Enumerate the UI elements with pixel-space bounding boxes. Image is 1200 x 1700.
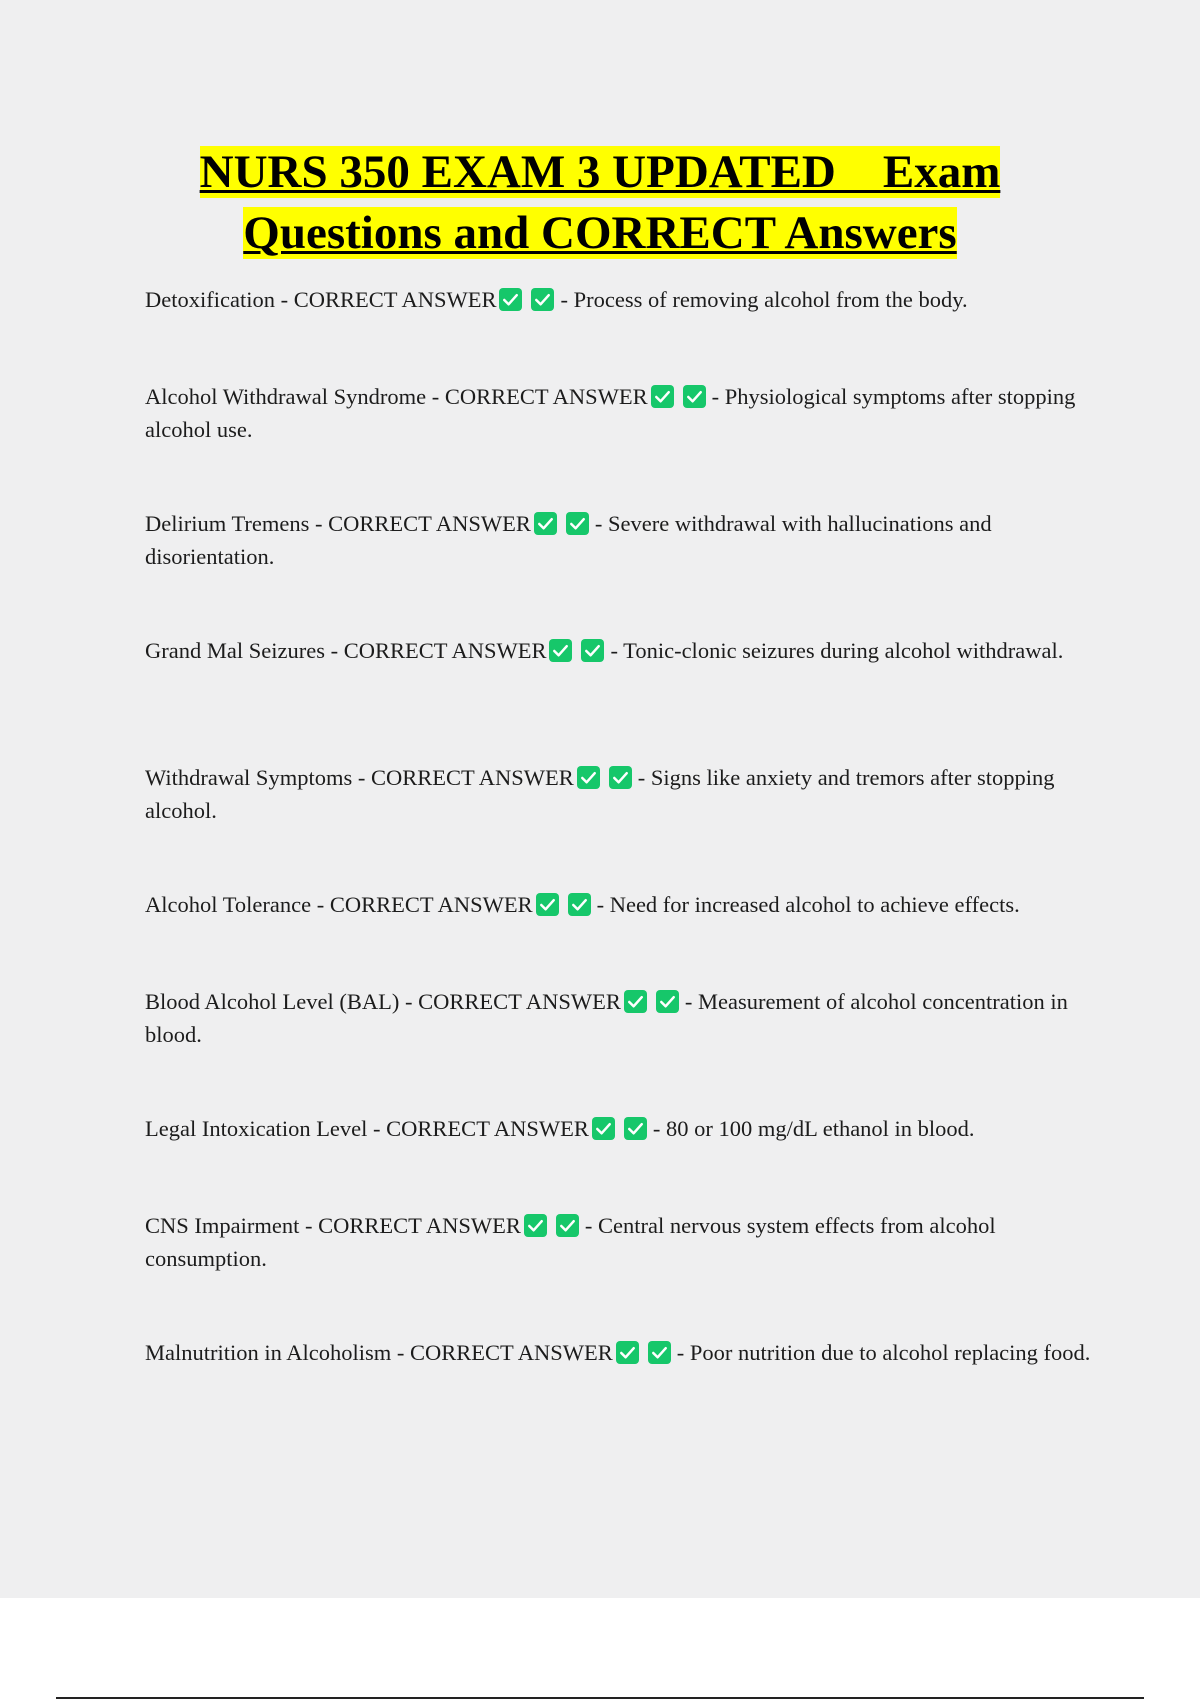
check-icon: [581, 639, 604, 662]
qa-entry: Alcohol Withdrawal Syndrome - CORRECT ANSWER - Physiological symptoms after stopping alcohol use.: [145, 384, 1076, 442]
entry-term: Legal Intoxication Level: [145, 1116, 368, 1141]
check-icon: [524, 1214, 547, 1237]
check-icon: [624, 1117, 647, 1140]
entry-term: Blood Alcohol Level (BAL): [145, 989, 400, 1014]
answer-marker: CORRECT ANSWER: [444, 384, 648, 409]
qa-entry: Grand Mal Seizures - CORRECT ANSWER - Tonic-clonic seizures during alcohol withdrawal.: [145, 638, 1064, 663]
entry-term: CNS Impairment: [145, 1213, 300, 1238]
answer-marker: CORRECT ANSWER: [328, 511, 531, 536]
footer-divider: [56, 1697, 1144, 1699]
qa-entry: Malnutrition in Alcoholism - CORRECT ANSWER - Poor nutrition due to alcohol replacing food.: [145, 1340, 1091, 1365]
check-icon: [592, 1117, 615, 1140]
title-line-2: Questions and CORRECT Answers: [243, 207, 957, 259]
qa-entry: Legal Intoxication Level - CORRECT ANSWER - 80 or 100 mg/dL ethanol in blood.: [145, 1116, 975, 1141]
document-title: [0, 142, 1200, 264]
check-icon: [616, 1341, 639, 1364]
qa-entry: Blood Alcohol Level (BAL) - CORRECT ANSWER - Measurement of alcohol concentration in blood.: [145, 989, 1068, 1047]
qa-entry: Withdrawal Symptoms - CORRECT ANSWER - Signs like anxiety and tremors after stopping alcohol.: [145, 765, 1055, 823]
check-icon: [566, 512, 589, 535]
check-icon: [609, 766, 632, 789]
answer-marker: CORRECT ANSWER: [329, 892, 533, 917]
check-icon: [499, 288, 522, 311]
check-icon: [577, 766, 600, 789]
qa-entry: Delirium Tremens - CORRECT ANSWER - Severe withdrawal with hallucinations and disorientation.: [145, 511, 992, 569]
check-icon: [568, 893, 591, 916]
answer-marker: CORRECT ANSWER: [318, 1213, 521, 1238]
entry-definition: Severe withdrawal with hallucinations and disorientation.: [145, 511, 992, 569]
answer-marker: CORRECT ANSWER: [293, 287, 497, 312]
check-icon: [683, 385, 706, 408]
entry-definition: Need for increased alcohol to achieve effects.: [609, 892, 1020, 917]
entry-definition: Signs like anxiety and tremors after stopping alcohol.: [145, 765, 1055, 823]
entry-term: Delirium Tremens: [145, 511, 310, 536]
answer-marker: CORRECT ANSWER: [386, 1116, 589, 1141]
check-icon: [656, 990, 679, 1013]
check-icon: [648, 1341, 671, 1364]
entry-term: Withdrawal Symptoms: [145, 765, 353, 790]
entry-term: Detoxification: [145, 287, 275, 312]
entry-term: Malnutrition in Alcoholism: [145, 1340, 392, 1365]
entry-definition: 80 or 100 mg/dL ethanol in blood.: [666, 1116, 975, 1141]
title-line-1: NURS 350 EXAM 3 UPDATED Exam: [199, 146, 1001, 198]
answer-marker: CORRECT ANSWER: [343, 638, 547, 663]
check-icon: [534, 512, 557, 535]
qa-entry: Detoxification - CORRECT ANSWER - Process of removing alcohol from the body.: [145, 287, 968, 312]
entry-term: Alcohol Withdrawal Syndrome: [145, 384, 427, 409]
entry-definition: Measurement of alcohol concentration in blood.: [145, 989, 1068, 1047]
qa-entry: Alcohol Tolerance - CORRECT ANSWER - Need for increased alcohol to achieve effects.: [145, 892, 1020, 917]
check-icon: [556, 1214, 579, 1237]
answer-marker: CORRECT ANSWER: [410, 1340, 613, 1365]
check-icon: [624, 990, 647, 1013]
entry-definition: Tonic-clonic seizures during alcohol withdrawal.: [623, 638, 1064, 663]
entry-term: Grand Mal Seizures: [145, 638, 325, 663]
answer-marker: CORRECT ANSWER: [418, 989, 621, 1014]
check-icon: [549, 639, 572, 662]
entry-definition: Poor nutrition due to alcohol replacing food.: [689, 1340, 1091, 1365]
check-icon: [531, 288, 554, 311]
check-icon: [536, 893, 559, 916]
entry-definition: Central nervous system effects from alcohol consumption.: [145, 1213, 996, 1271]
qa-entry: CNS Impairment - CORRECT ANSWER - Central nervous system effects from alcohol consumption.: [145, 1213, 996, 1271]
entry-definition: Process of removing alcohol from the body.: [573, 287, 968, 312]
check-icon: [651, 385, 674, 408]
answer-marker: CORRECT ANSWER: [370, 765, 574, 790]
entry-term: Alcohol Tolerance: [145, 892, 312, 917]
entry-definition: Physiological symptoms after stopping alcohol use.: [145, 384, 1076, 442]
